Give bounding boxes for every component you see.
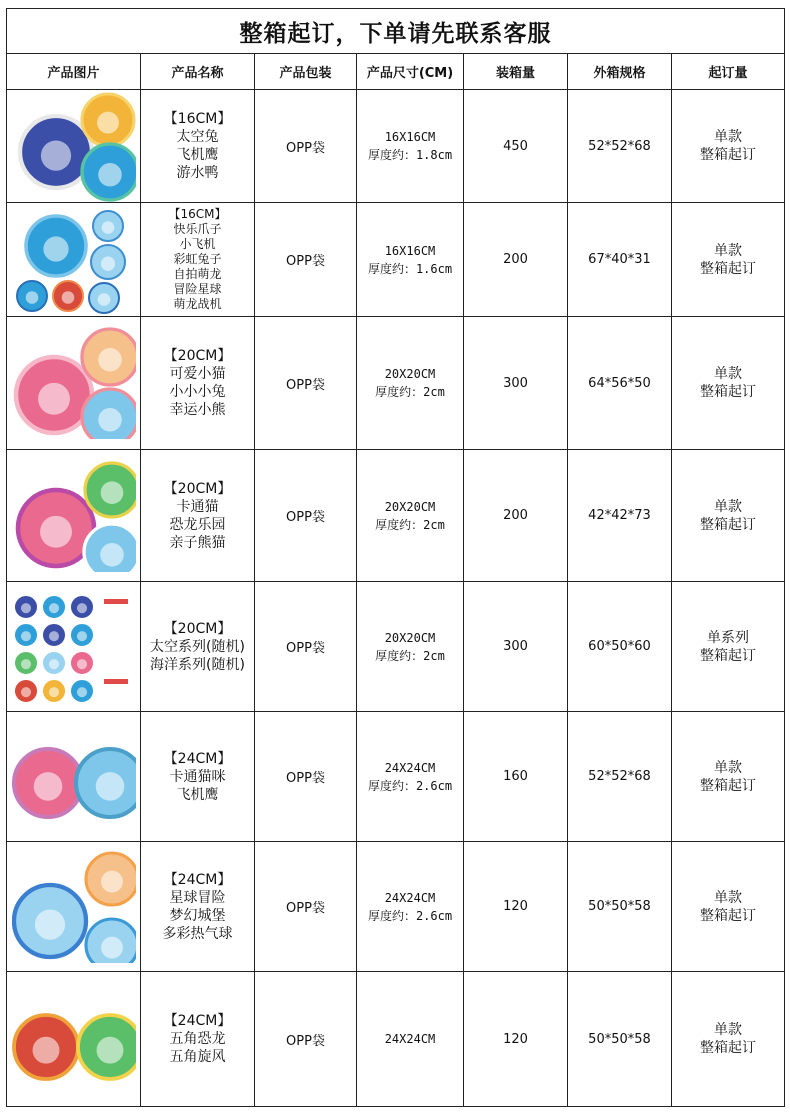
min-order-line: 单款 xyxy=(714,498,743,515)
size-tag: 【24CM】 xyxy=(163,750,232,767)
carton-size-cell: 60*50*60 xyxy=(568,582,672,712)
size-line: 24X24CM xyxy=(384,890,436,905)
disc-figure xyxy=(48,687,58,697)
tag-mark xyxy=(104,599,128,604)
disc-figure xyxy=(100,543,124,567)
size-cell xyxy=(357,712,464,842)
size-line: 20X20CM xyxy=(384,630,436,645)
size-line: 20X20CM xyxy=(384,499,436,514)
product-name: 多彩热气球 xyxy=(162,925,233,942)
size-line: 16X16CM xyxy=(384,243,436,258)
disc-figure xyxy=(38,383,70,415)
pack-qty-cell: 450 xyxy=(464,90,568,203)
disc-figure xyxy=(48,659,58,669)
min-order-line: 整箱起订 xyxy=(700,1040,757,1056)
disc-figure xyxy=(61,291,74,304)
disc-figure xyxy=(76,659,86,669)
size-tag: 【16CM】 xyxy=(163,111,232,127)
min-order-line: 单款 xyxy=(714,1022,743,1038)
product-image-cell xyxy=(7,90,141,203)
pack-qty-cell: 160 xyxy=(464,712,568,842)
carton-size-cell: 67*40*31 xyxy=(568,203,672,317)
size-line: 厚度约：2cm xyxy=(375,648,445,663)
table-row xyxy=(7,450,785,582)
pack-qty-cell: 200 xyxy=(464,450,568,582)
min-order-line: 单款 xyxy=(714,242,743,259)
product-name: 飞机鹰 xyxy=(176,786,219,803)
product-name-cell xyxy=(141,972,255,1107)
table-row xyxy=(7,317,785,450)
size-line: 厚度约：2.6cm xyxy=(367,908,453,923)
disc-figure xyxy=(100,481,123,504)
disc-figure xyxy=(101,870,123,892)
pack-qty-cell: 300 xyxy=(464,582,568,712)
product-name: 五角旋风 xyxy=(169,1049,226,1065)
size-line: 24X24CM xyxy=(384,1032,436,1046)
size-cell xyxy=(357,842,464,972)
table-row xyxy=(7,842,785,972)
frisbee-trio-icon xyxy=(12,90,136,202)
disc-figure xyxy=(98,348,122,372)
pack-qty-cell: 120 xyxy=(464,842,568,972)
header-row xyxy=(7,54,785,90)
pack-qty-cell: 120 xyxy=(464,972,568,1107)
size-cell xyxy=(357,582,464,712)
frisbee-trio-pastel-icon xyxy=(12,327,136,439)
product-name-cell xyxy=(141,203,255,317)
disc-figure xyxy=(101,936,123,958)
product-image-cell xyxy=(7,203,141,317)
product-name: 自拍萌龙 xyxy=(173,267,222,281)
disc-figure xyxy=(20,631,30,641)
pack-qty-cell: 300 xyxy=(464,317,568,450)
package-cell: OPP袋 xyxy=(255,450,357,582)
package-cell: OPP袋 xyxy=(255,842,357,972)
min-order-line: 整箱起订 xyxy=(700,260,757,277)
size-tag: 【24CM】 xyxy=(163,871,232,888)
disc-figure xyxy=(100,256,114,270)
min-order-cell xyxy=(672,450,785,582)
frisbee-grid-icon xyxy=(12,591,136,703)
header-box: 外箱规格 xyxy=(568,54,672,90)
min-order-cell xyxy=(672,90,785,203)
package-cell: OPP袋 xyxy=(255,90,357,203)
product-name-cell xyxy=(141,317,255,450)
size-line: 16X16CM xyxy=(384,130,436,144)
min-order-line: 整箱起订 xyxy=(700,907,757,924)
size-line: 厚度约：2.6cm xyxy=(367,778,453,793)
product-image-cell xyxy=(7,450,141,582)
min-order-line: 单款 xyxy=(714,366,743,382)
disc-figure xyxy=(20,659,30,669)
product-image-cell xyxy=(7,317,141,450)
disc-figure xyxy=(48,603,58,613)
product-name: 卡通猫 xyxy=(176,498,219,515)
min-order-cell xyxy=(672,972,785,1107)
sheet-title: 整箱起订，下单请先联系客服 xyxy=(7,9,785,54)
carton-size-cell: 50*50*58 xyxy=(568,842,672,972)
min-order-line: 单款 xyxy=(714,129,743,145)
size-tag: 【24CM】 xyxy=(163,1013,232,1029)
min-order-line: 整箱起订 xyxy=(700,516,757,533)
product-name: 游水鸭 xyxy=(176,165,219,181)
size-line: 24X24CM xyxy=(384,760,436,775)
header-size: 产品尺寸(CM) xyxy=(357,54,464,90)
tag-mark xyxy=(104,679,128,684)
size-line: 厚度约：1.6cm xyxy=(367,261,453,276)
carton-size-cell: 50*50*58 xyxy=(568,972,672,1107)
disc-figure xyxy=(20,603,30,613)
min-order-line: 单系列 xyxy=(707,629,750,646)
size-tag: 【16CM】 xyxy=(168,207,227,221)
min-order-cell xyxy=(672,582,785,712)
disc-figure xyxy=(20,687,30,697)
size-tag: 【20CM】 xyxy=(163,620,232,637)
disc-figure xyxy=(98,163,122,187)
product-name: 可爱小猫 xyxy=(169,366,226,382)
table-row xyxy=(7,203,785,317)
min-order-cell xyxy=(672,203,785,317)
table-row xyxy=(7,90,785,203)
size-cell xyxy=(357,450,464,582)
product-image-cell xyxy=(7,582,141,712)
product-image-cell xyxy=(7,972,141,1107)
frisbee-trio-cartoon-icon xyxy=(12,460,136,572)
min-order-line: 整箱起订 xyxy=(700,777,757,794)
package-cell: OPP袋 xyxy=(255,317,357,450)
table-row xyxy=(7,972,785,1107)
product-name-cell xyxy=(141,582,255,712)
carton-size-cell: 42*42*73 xyxy=(568,450,672,582)
product-name: 亲子熊猫 xyxy=(169,534,226,551)
min-order-cell xyxy=(672,317,785,450)
disc-figure xyxy=(25,291,38,304)
disc-figure xyxy=(101,221,114,234)
size-line: 20X20CM xyxy=(384,367,436,381)
product-name: 飞机鹰 xyxy=(176,147,219,163)
product-name: 幸运小熊 xyxy=(169,402,226,418)
header-image: 产品图片 xyxy=(7,54,141,90)
min-order-line: 整箱起订 xyxy=(700,384,757,400)
disc-figure xyxy=(97,293,110,306)
package-cell: OPP袋 xyxy=(255,712,357,842)
carton-size-cell: 52*52*68 xyxy=(568,712,672,842)
product-name: 太空兔 xyxy=(176,129,219,145)
disc-figure xyxy=(33,772,62,801)
product-name: 梦幻城堡 xyxy=(169,907,226,924)
min-order-line: 单款 xyxy=(714,759,743,776)
size-line: 厚度约：1.8cm xyxy=(367,148,453,162)
disc-figure xyxy=(34,909,64,939)
product-name: 冒险星球 xyxy=(173,282,222,296)
disc-figure xyxy=(76,687,86,697)
frisbee-spiral-pair-icon xyxy=(12,983,136,1095)
package-cell: OPP袋 xyxy=(255,972,357,1107)
disc-figure xyxy=(76,631,86,641)
product-name: 恐龙乐园 xyxy=(169,516,226,533)
size-line: 厚度约：2cm xyxy=(375,385,445,399)
product-table xyxy=(6,8,785,1107)
size-tag: 【20CM】 xyxy=(163,348,232,364)
table-row xyxy=(7,712,785,842)
min-order-line: 整箱起订 xyxy=(700,647,757,664)
header-qty: 装箱量 xyxy=(464,54,568,90)
disc-figure xyxy=(96,1037,123,1064)
pack-qty-cell: 200 xyxy=(464,203,568,317)
disc-figure xyxy=(95,772,124,801)
carton-size-cell: 52*52*68 xyxy=(568,90,672,203)
product-name: 快乐爪子 xyxy=(173,222,222,236)
size-cell xyxy=(357,90,464,203)
size-line: 厚度约：2cm xyxy=(375,517,445,532)
carton-size-cell: 64*56*50 xyxy=(568,317,672,450)
product-name: 海洋系列(随机) xyxy=(150,656,245,673)
table-row xyxy=(7,582,785,712)
disc-figure xyxy=(48,631,58,641)
disc-figure xyxy=(40,140,70,170)
min-order-line: 单款 xyxy=(714,889,743,906)
product-name: 小飞机 xyxy=(179,237,216,251)
size-cell xyxy=(357,203,464,317)
frisbee-pair-icon xyxy=(12,721,136,833)
package-cell: OPP袋 xyxy=(255,203,357,317)
header-min-order: 起订量 xyxy=(672,54,785,90)
product-name: 彩虹兔子 xyxy=(173,252,222,266)
header-name: 产品名称 xyxy=(141,54,255,90)
product-name: 小小小兔 xyxy=(169,384,226,400)
product-image-cell xyxy=(7,842,141,972)
disc-figure xyxy=(97,112,119,134)
package-cell: OPP袋 xyxy=(255,582,357,712)
frisbee-six-icon xyxy=(12,204,136,316)
frisbee-trio-sky-icon xyxy=(12,851,136,963)
product-name: 五角恐龙 xyxy=(169,1031,226,1047)
product-image-cell xyxy=(7,712,141,842)
product-name-cell xyxy=(141,842,255,972)
disc-figure xyxy=(43,236,68,261)
min-order-cell xyxy=(672,842,785,972)
size-cell xyxy=(357,972,464,1107)
product-name-cell xyxy=(141,450,255,582)
disc-figure xyxy=(98,408,122,432)
product-name: 太空系列(随机) xyxy=(150,638,245,655)
product-name-cell xyxy=(141,712,255,842)
size-tag: 【20CM】 xyxy=(163,480,232,497)
min-order-cell xyxy=(672,712,785,842)
product-name: 萌龙战机 xyxy=(173,297,222,311)
header-package: 产品包装 xyxy=(255,54,357,90)
disc-figure xyxy=(32,1037,59,1064)
disc-figure xyxy=(40,515,72,547)
disc-figure xyxy=(76,603,86,613)
min-order-line: 整箱起订 xyxy=(700,147,757,163)
product-name: 卡通猫咪 xyxy=(169,768,226,785)
product-name: 星球冒险 xyxy=(169,889,226,906)
size-cell xyxy=(357,317,464,450)
product-name-cell xyxy=(141,90,255,203)
product-sheet xyxy=(6,8,784,1107)
